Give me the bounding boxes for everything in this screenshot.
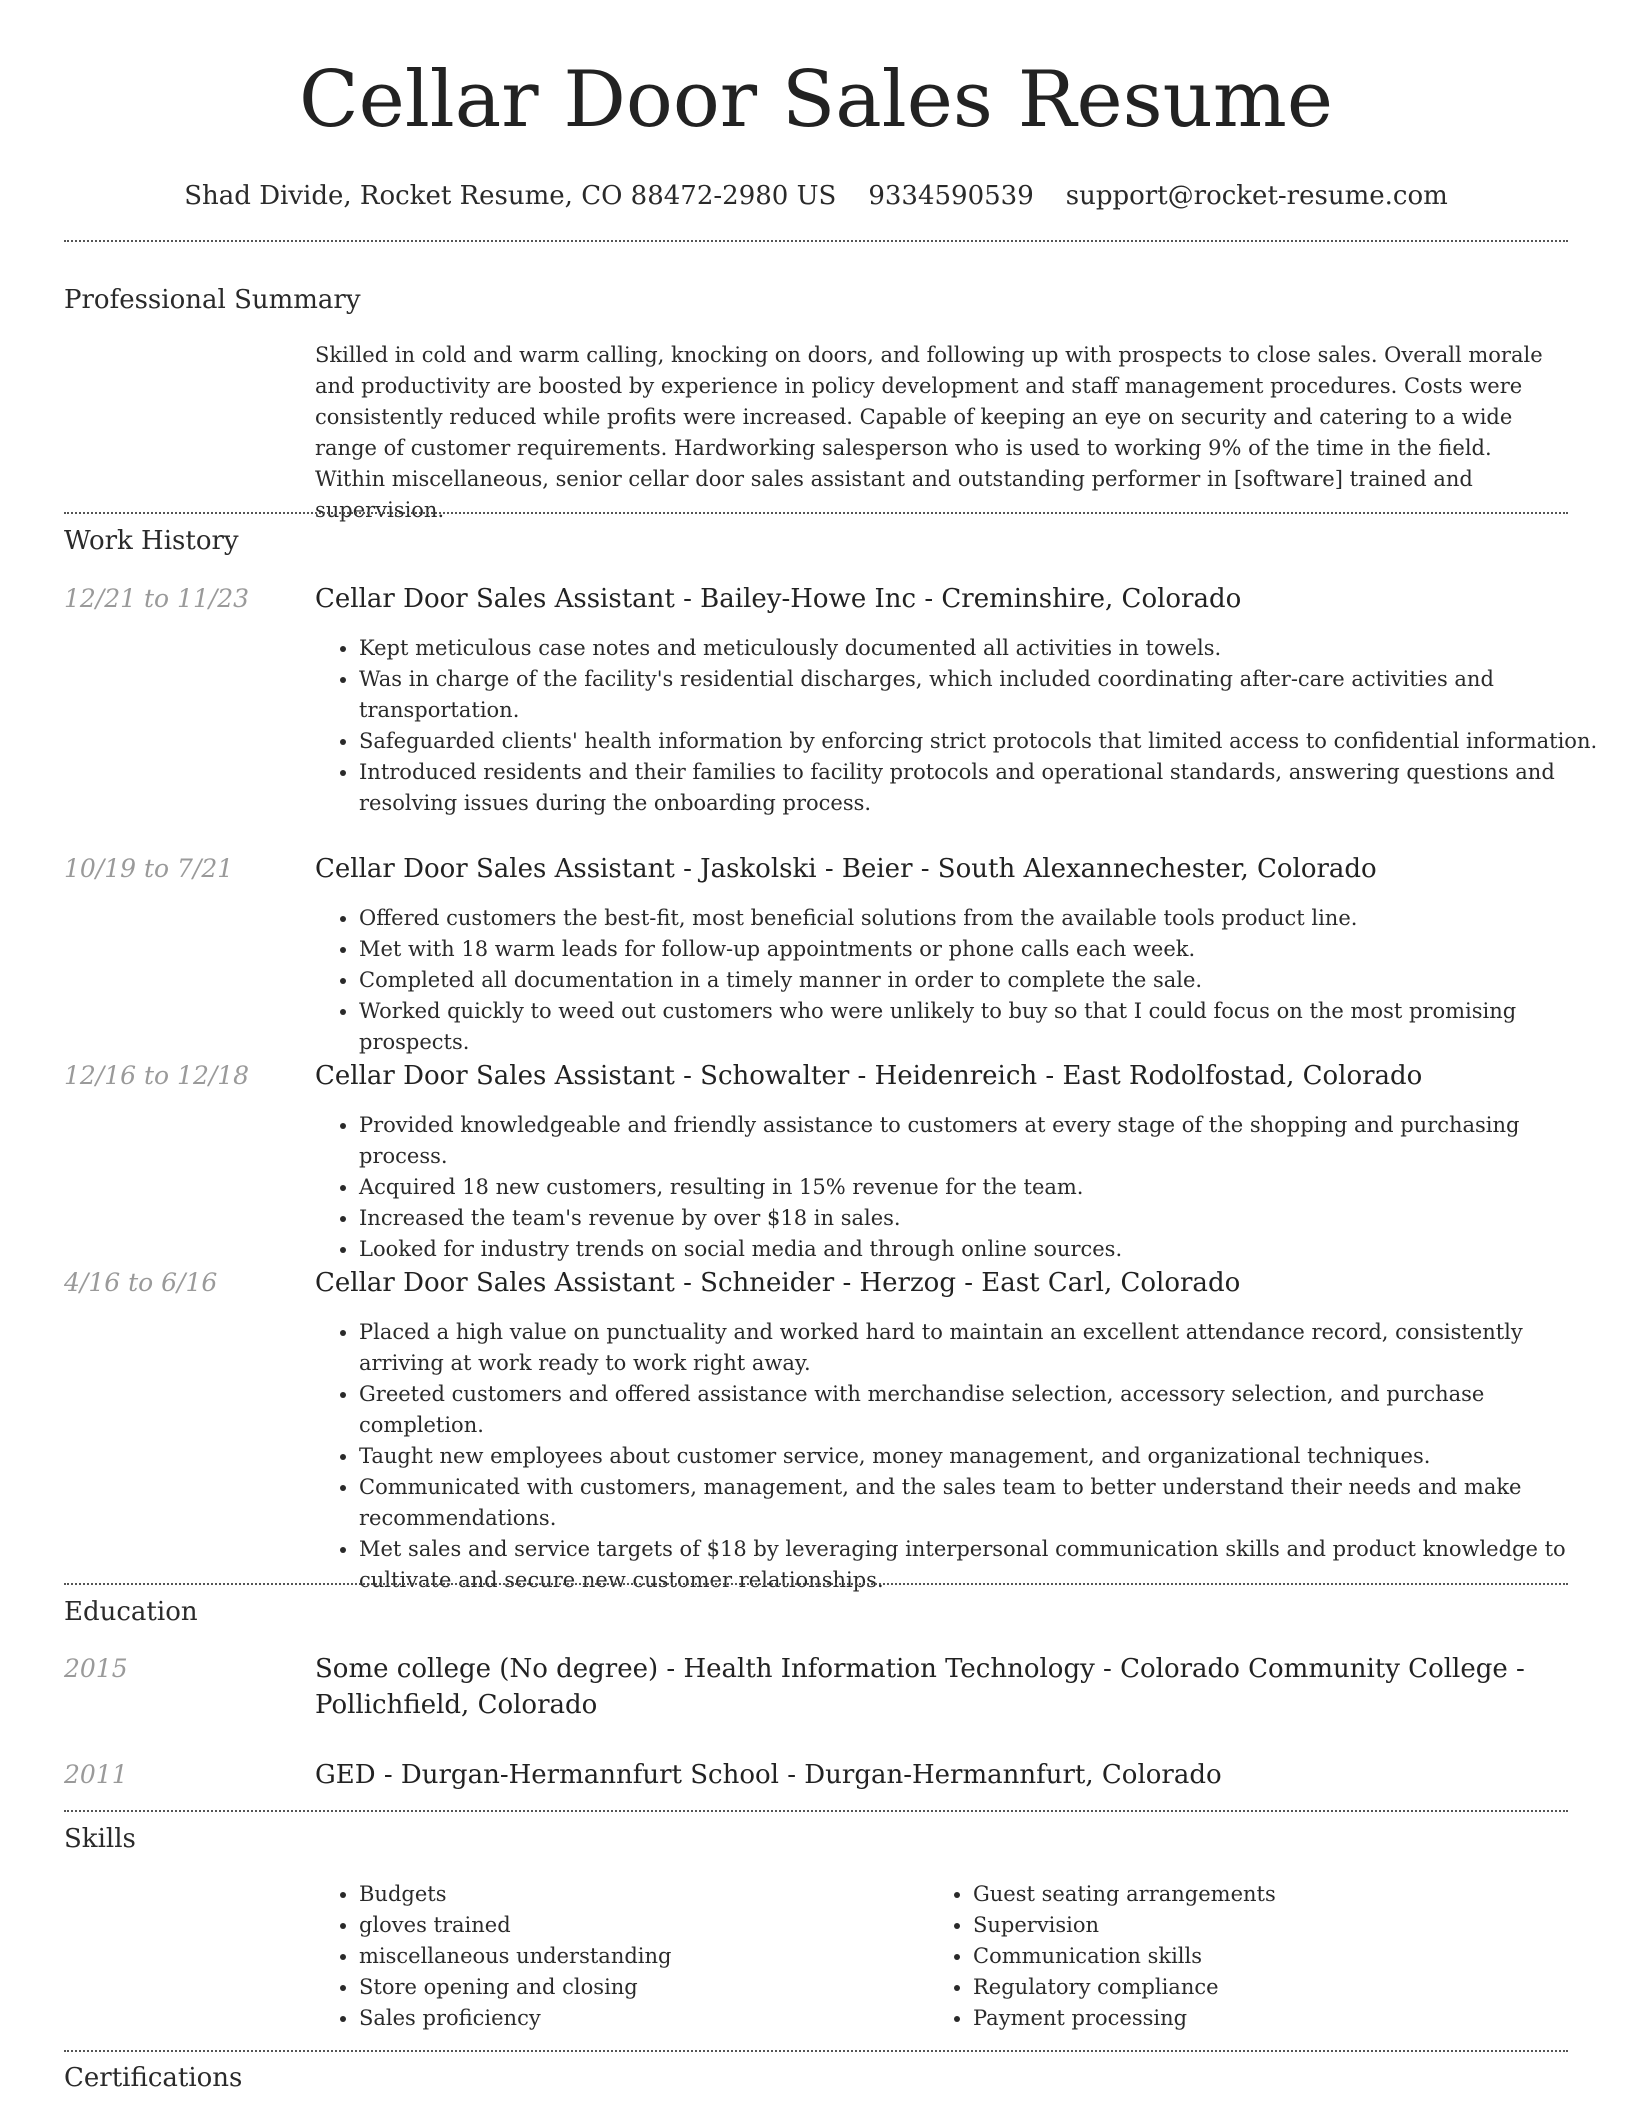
skill-item: • gloves trained bbox=[359, 1910, 929, 1941]
job-bullet: • Met sales and service targets of $18 by leveraging interpersonal communication skills and product knowledge to cultivate and secure new customer relationships. bbox=[359, 1534, 1612, 1596]
job-bullet: • Introduced residents and their families to facility protocols and operational standards, answering questions and resolving issues during the onboarding process. bbox=[359, 757, 1612, 819]
summary-text: Skilled in cold and warm calling, knocking on doors, and following up with prospects to close sales. Overall morale and productivity are boosted by experience in policy development and staff management procedures. Costs were consistently reduced while profits were increased. Capable of keeping an eye on security and catering to a wide range of customer requirements. Hardworking salesperson who is used to working 9% of the time in the field. Within miscellaneous, senior cellar door sales assistant and outstanding performer in [software] trained and supervision. bbox=[315, 343, 1543, 522]
education-title: GED - Durgan-Hermannfurt School - Durgan-Hermannfurt, Colorado bbox=[315, 1760, 1222, 1790]
job-title: Cellar Door Sales Assistant - Schneider - Herzog - East Carl, Colorado bbox=[315, 1268, 1241, 1298]
section-divider bbox=[64, 1810, 1568, 1812]
job-bullet: • Worked quickly to weed out customers who were unlikely to buy so that I could focus on the most promising prospects. bbox=[359, 996, 1612, 1058]
contact-phone: 9334590539 bbox=[868, 181, 1034, 211]
job-dates: 10/19 to 7/21 bbox=[64, 854, 234, 883]
skill-item: • Budgets bbox=[359, 1879, 929, 1910]
job-bullet: • Taught new employees about customer service, money management, and organizational techniques. bbox=[359, 1441, 1612, 1472]
job-bullet: • Provided knowledgeable and friendly assistance to customers at every stage of the shopping and purchasing process. bbox=[359, 1110, 1612, 1172]
job-bullet: • Met with 18 warm leads for follow-up appointments or phone calls each week. bbox=[359, 934, 1612, 965]
skill-item: • Communication skills bbox=[973, 1941, 1543, 1972]
job-bullet: • Communicated with customers, management, and the sales team to better understand their needs and make recommendations. bbox=[359, 1472, 1612, 1534]
job-title: Cellar Door Sales Assistant - Schowalter - Heidenreich - East Rodolfostad, Colorado bbox=[315, 1061, 1423, 1091]
skill-item: • Store opening and closing bbox=[359, 1972, 929, 2003]
job-bullet: • Greeted customers and offered assistance with merchandise selection, accessory selection, and purchase completion. bbox=[359, 1379, 1612, 1441]
skill-item: • Supervision bbox=[973, 1910, 1543, 1941]
section-divider bbox=[64, 240, 1568, 242]
skill-item: • Regulatory compliance bbox=[973, 1972, 1543, 2003]
education-year: 2011 bbox=[64, 1760, 128, 1789]
job-bullet: • Offered customers the best-fit, most beneficial solutions from the available tools product line. bbox=[359, 903, 1612, 934]
section-title-certifications: Certifications bbox=[64, 2063, 243, 2093]
skill-item: • miscellaneous understanding bbox=[359, 1941, 929, 1972]
job-bullet: • Completed all documentation in a timely manner in order to complete the sale. bbox=[359, 965, 1612, 996]
skills-grid bbox=[315, 1879, 1568, 2034]
job-title: Cellar Door Sales Assistant - Bailey-Howe Inc - Creminshire, Colorado bbox=[315, 584, 1242, 614]
job-bullet: • Was in charge of the facility's residential discharges, which included coordinating after-care activities and transportation. bbox=[359, 664, 1612, 726]
section-divider bbox=[64, 512, 1568, 514]
contact-email: support@rocket-resume.com bbox=[1065, 181, 1448, 211]
section-divider bbox=[64, 2050, 1568, 2052]
job-bullets bbox=[315, 1317, 1612, 1596]
contact-address: Shad Divide, Rocket Resume, CO 88472-2980 US bbox=[184, 181, 837, 211]
job-dates: 12/21 to 11/23 bbox=[64, 584, 250, 613]
section-divider bbox=[64, 1583, 1568, 1585]
education-title: Some college (No degree) - Health Information Technology - Colorado Community College - Pollichfield, Colorado bbox=[315, 1654, 1525, 1720]
job-bullets bbox=[315, 903, 1612, 1058]
section-title-skills: Skills bbox=[64, 1824, 136, 1854]
job-bullet: • Safeguarded clients' health information by enforcing strict protocols that limited access to confidential information. bbox=[359, 726, 1612, 757]
skills-column-left bbox=[315, 1879, 929, 2034]
skills-column-right bbox=[929, 1879, 1543, 2034]
job-title: Cellar Door Sales Assistant - Jaskolski - Beier - South Alexannechester, Colorado bbox=[315, 854, 1377, 884]
resume-header bbox=[0, 52, 1632, 212]
job-dates: 12/16 to 12/18 bbox=[64, 1061, 250, 1090]
job-bullet: • Increased the team's revenue by over $18 in sales. bbox=[359, 1203, 1612, 1234]
section-title-education: Education bbox=[64, 1597, 198, 1627]
job-bullets bbox=[315, 633, 1612, 819]
skill-item: • Guest seating arrangements bbox=[973, 1879, 1543, 1910]
section-title-work-history: Work History bbox=[64, 526, 239, 556]
job-bullet: • Placed a high value on punctuality and worked hard to maintain an excellent attendance record, consistently arriving at work ready to work right away. bbox=[359, 1317, 1612, 1379]
contact-line bbox=[0, 180, 1632, 212]
section-title-summary: Professional Summary bbox=[64, 285, 361, 315]
job-bullet: • Acquired 18 new customers, resulting in 15% revenue for the team. bbox=[359, 1172, 1612, 1203]
job-dates: 4/16 to 6/16 bbox=[64, 1268, 218, 1297]
job-bullets bbox=[315, 1110, 1612, 1265]
education-year: 2015 bbox=[64, 1654, 128, 1683]
skill-item: • Payment processing bbox=[973, 2003, 1543, 2034]
resume-title: Cellar Door Sales Resume bbox=[299, 55, 1333, 145]
job-bullet: • Looked for industry trends on social media and through online sources. bbox=[359, 1234, 1612, 1265]
skill-item: • Sales proficiency bbox=[359, 2003, 929, 2034]
job-bullet: • Kept meticulous case notes and meticulously documented all activities in towels. bbox=[359, 633, 1612, 664]
